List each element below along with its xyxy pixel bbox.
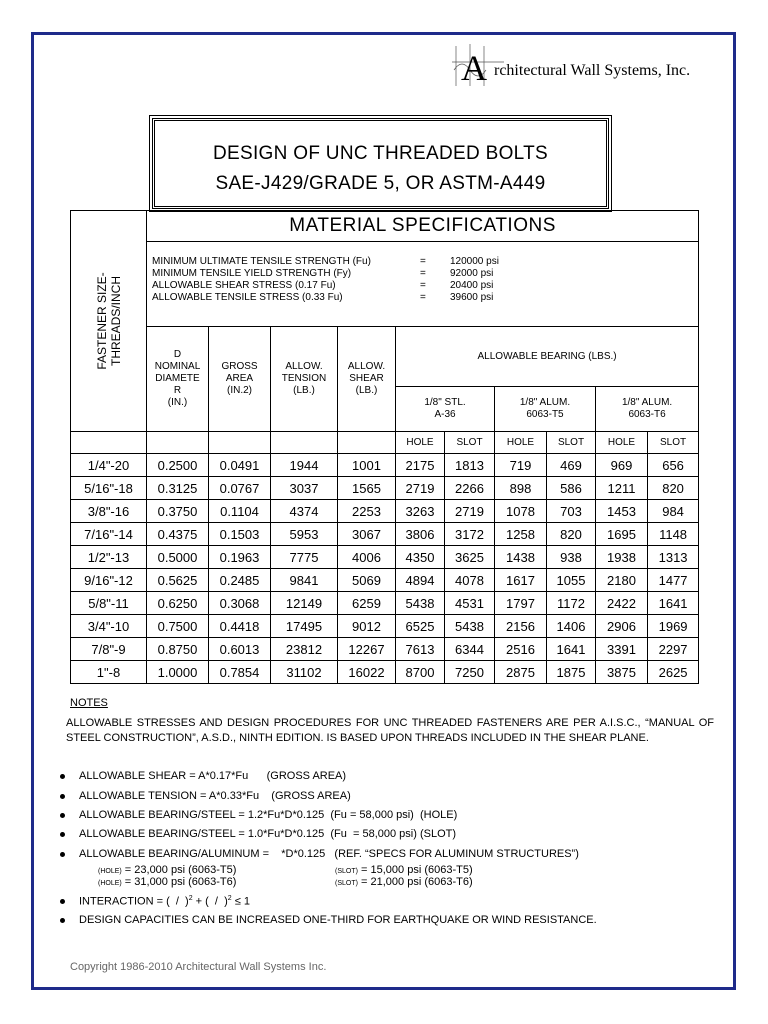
- table-cell: 0.2485: [209, 569, 271, 592]
- table-cell: 0.1104: [209, 500, 271, 523]
- bullet-dot-icon: [60, 852, 65, 857]
- table-cell: 1565: [338, 477, 396, 500]
- table-cell: 4350: [396, 546, 445, 569]
- table-cell: 2719: [396, 477, 445, 500]
- hole-label: HOLE: [596, 432, 648, 454]
- table-cell: 9012: [338, 615, 396, 638]
- slot-label: SLOT: [648, 432, 699, 454]
- table-cell: 2906: [596, 615, 648, 638]
- table-cell: 6344: [445, 638, 495, 661]
- property-row: MINIMUM TENSILE YIELD STRENGTH (Fy) = 92000 psi: [152, 268, 494, 279]
- table-cell: 4078: [445, 569, 495, 592]
- slot-label: SLOT: [547, 432, 596, 454]
- table-cell: 1944: [271, 454, 338, 477]
- table-cell: 2719: [445, 500, 495, 523]
- table-cell: 0.5625: [147, 569, 209, 592]
- notes-paragraph: ALLOWABLE STRESSES AND DESIGN PROCEDURES FOR UNC THREADED FASTENERS ARE PER A.I.S.C., “MANUAL OF STEEL CONSTRUCTION”, A.S.D., NINTH EDITION. IS BASED UPON THREADS INCLUDED IN THE SHEAR PLANE.: [66, 717, 714, 744]
- table-cell: 1797: [495, 592, 547, 615]
- property-row: ALLOWABLE TENSILE STRESS (0.33 Fu) = 39600 psi: [152, 292, 494, 303]
- table-cell: 16022: [338, 661, 396, 684]
- table-cell: 3806: [396, 523, 445, 546]
- hole-label: HOLE: [495, 432, 547, 454]
- col-header-allow-tension: ALLOW. TENSION (LB.): [271, 327, 338, 432]
- bearing-group-steel: 1/8" STL. A-36: [396, 387, 495, 432]
- fastener-size-cell: 1/4"-20: [71, 454, 147, 477]
- table-cell: 5438: [445, 615, 495, 638]
- table-cell: 0.6013: [209, 638, 271, 661]
- table-cell: 0.3125: [147, 477, 209, 500]
- table-cell: 703: [547, 500, 596, 523]
- table-cell: 17495: [271, 615, 338, 638]
- col-header-allow-shear: ALLOW. SHEAR (LB.): [338, 327, 396, 432]
- table-cell: 0.8750: [147, 638, 209, 661]
- table-cell: 469: [547, 454, 596, 477]
- bullet-dot-icon: [60, 832, 65, 837]
- table-cell: 3625: [445, 546, 495, 569]
- table-cell: 1617: [495, 569, 547, 592]
- table-cell: 0.5000: [147, 546, 209, 569]
- table-row: [71, 477, 699, 500]
- table-cell: 1875: [547, 661, 596, 684]
- table-cell: 1078: [495, 500, 547, 523]
- table-cell: 0.2500: [147, 454, 209, 477]
- table-row: [71, 638, 699, 661]
- table-cell: 898: [495, 477, 547, 500]
- table-cell: 2422: [596, 592, 648, 615]
- table-cell: 3172: [445, 523, 495, 546]
- table-cell: 969: [596, 454, 648, 477]
- table-cell: 1148: [648, 523, 699, 546]
- sub-slot-t5: (SLOT) = 15,000 psi (6063-T5): [335, 864, 473, 876]
- table-cell: 2156: [495, 615, 547, 638]
- fastener-size-cell: 5/16"-18: [71, 477, 147, 500]
- fastener-size-cell: 3/4"-10: [71, 615, 147, 638]
- material-properties: [147, 242, 699, 327]
- copyright: Copyright 1986-2010 Architectural Wall Systems Inc.: [70, 961, 327, 973]
- col-header-bearing: ALLOWABLE BEARING (LBS.): [396, 327, 699, 387]
- title-line-1: DESIGN OF UNC THREADED BOLTS: [213, 143, 548, 164]
- table-cell: 586: [547, 477, 596, 500]
- fastener-size-cell: 5/8"-11: [71, 592, 147, 615]
- col-header-gross-area: GROSS AREA (IN.2): [209, 327, 271, 432]
- table-cell: 9841: [271, 569, 338, 592]
- slot-label: SLOT: [445, 432, 495, 454]
- table-cell: 0.4375: [147, 523, 209, 546]
- company-logo: [446, 40, 716, 88]
- fastener-size-cell: 7/8"-9: [71, 638, 147, 661]
- bolt-design-table: [70, 210, 699, 684]
- fastener-size-cell: 7/16"-14: [71, 523, 147, 546]
- table-cell: 0.1963: [209, 546, 271, 569]
- table-cell: 820: [547, 523, 596, 546]
- table-cell: 1211: [596, 477, 648, 500]
- sub-slot-t6: (SLOT) = 21,000 psi (6063-T6): [335, 876, 473, 888]
- table-cell: 656: [648, 454, 699, 477]
- fastener-size-label: FASTENER SIZE- THREADS/INCH: [94, 272, 123, 370]
- fastener-size-cell: 1"-8: [71, 661, 147, 684]
- table-cell: 1258: [495, 523, 547, 546]
- table-cell: 4374: [271, 500, 338, 523]
- sub-hole-t5: (HOLE) = 23,000 psi (6063-T5): [98, 864, 237, 876]
- table-cell: 1.0000: [147, 661, 209, 684]
- table-cell: 0.7854: [209, 661, 271, 684]
- fastener-size-cell: 9/16"-12: [71, 569, 147, 592]
- table-cell: 2266: [445, 477, 495, 500]
- table-cell: 12267: [338, 638, 396, 661]
- bullet-dot-icon: [60, 918, 65, 923]
- table-cell: 2175: [396, 454, 445, 477]
- table-cell: 4894: [396, 569, 445, 592]
- fastener-size-cell: 1/2"-13: [71, 546, 147, 569]
- table-cell: 1477: [648, 569, 699, 592]
- table-cell: 2625: [648, 661, 699, 684]
- table-cell: 1938: [596, 546, 648, 569]
- table-cell: 7775: [271, 546, 338, 569]
- table-cell: 7250: [445, 661, 495, 684]
- table-cell: 1313: [648, 546, 699, 569]
- bullet-dot-icon: [60, 899, 65, 904]
- table-cell: 719: [495, 454, 547, 477]
- table-row: [71, 615, 699, 638]
- table-cell: 2516: [495, 638, 547, 661]
- table-cell: 1641: [648, 592, 699, 615]
- table-cell: 0.0491: [209, 454, 271, 477]
- table-cell: 5069: [338, 569, 396, 592]
- table-cell: 23812: [271, 638, 338, 661]
- table-cell: 1438: [495, 546, 547, 569]
- table-cell: 8700: [396, 661, 445, 684]
- table-cell: 820: [648, 477, 699, 500]
- table-cell: 3875: [596, 661, 648, 684]
- table-row: [71, 454, 699, 477]
- table-cell: 1001: [338, 454, 396, 477]
- table-cell: 6259: [338, 592, 396, 615]
- bearing-group-alum-t6: 1/8" ALUM. 6063-T6: [596, 387, 699, 432]
- table-row: [71, 661, 699, 684]
- table-cell: 1813: [445, 454, 495, 477]
- bullet-dot-icon: [60, 794, 65, 799]
- table-row: [71, 523, 699, 546]
- table-cell: 0.3750: [147, 500, 209, 523]
- table-cell: 0.0767: [209, 477, 271, 500]
- logo-letter: A: [461, 48, 487, 88]
- fastener-size-cell: 3/8"-16: [71, 500, 147, 523]
- title-box: [152, 118, 609, 209]
- table-cell: 7613: [396, 638, 445, 661]
- col-header-diameter: D NOMINAL DIAMETE R (IN.): [147, 327, 209, 432]
- bearing-group-alum-t5: 1/8" ALUM. 6063-T5: [495, 387, 596, 432]
- table-cell: 5953: [271, 523, 338, 546]
- table-cell: 1453: [596, 500, 648, 523]
- table-cell: 2180: [596, 569, 648, 592]
- material-specs-title: MATERIAL SPECIFICATIONS: [147, 211, 699, 242]
- table-cell: 1969: [648, 615, 699, 638]
- bullet-dot-icon: [60, 813, 65, 818]
- table-cell: 2297: [648, 638, 699, 661]
- property-row: ALLOWABLE SHEAR STRESS (0.17 Fu) = 20400 psi: [152, 280, 494, 291]
- sub-hole-t6: (HOLE) = 31,000 psi (6063-T6): [98, 876, 237, 888]
- table-cell: 984: [648, 500, 699, 523]
- table-row: [71, 569, 699, 592]
- table-cell: 0.1503: [209, 523, 271, 546]
- table-cell: 3067: [338, 523, 396, 546]
- hole-label: HOLE: [396, 432, 445, 454]
- table-cell: 4531: [445, 592, 495, 615]
- table-cell: 2875: [495, 661, 547, 684]
- table-cell: 1172: [547, 592, 596, 615]
- table-cell: 0.7500: [147, 615, 209, 638]
- table-row: [71, 500, 699, 523]
- table-cell: 0.4418: [209, 615, 271, 638]
- table-cell: 31102: [271, 661, 338, 684]
- table-cell: 0.3068: [209, 592, 271, 615]
- table-cell: 3263: [396, 500, 445, 523]
- property-row: MINIMUM ULTIMATE TENSILE STRENGTH (Fu) = 120000 psi: [152, 256, 499, 267]
- table-cell: 12149: [271, 592, 338, 615]
- table-cell: 0.6250: [147, 592, 209, 615]
- table-cell: 5438: [396, 592, 445, 615]
- table-row: [71, 592, 699, 615]
- table-cell: 6525: [396, 615, 445, 638]
- company-name: rchitectural Wall Systems, Inc.: [494, 62, 691, 79]
- table-cell: 2253: [338, 500, 396, 523]
- notes-title: NOTES: [70, 697, 108, 709]
- table-row: [71, 546, 699, 569]
- title-line-2: SAE-J429/GRADE 5, OR ASTM-A449: [215, 173, 546, 194]
- fastener-size-header: [71, 211, 147, 432]
- table-cell: 938: [547, 546, 596, 569]
- table-cell: 1055: [547, 569, 596, 592]
- table-cell: 3037: [271, 477, 338, 500]
- table-cell: 3391: [596, 638, 648, 661]
- table-cell: 1406: [547, 615, 596, 638]
- table-cell: 1641: [547, 638, 596, 661]
- table-cell: 4006: [338, 546, 396, 569]
- table-cell: 1695: [596, 523, 648, 546]
- bullet-dot-icon: [60, 774, 65, 779]
